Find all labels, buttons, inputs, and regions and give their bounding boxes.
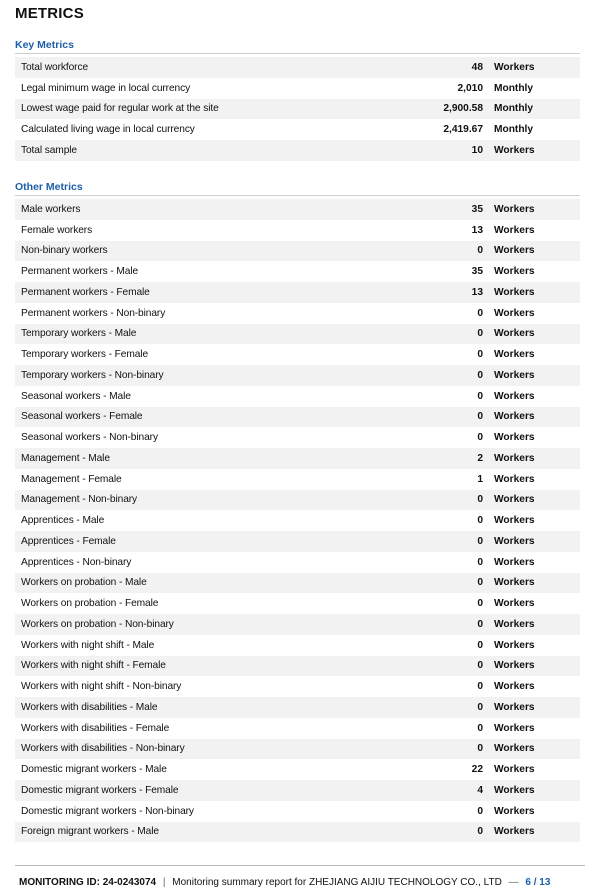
metric-label: Legal minimum wage in local currency [21,82,191,94]
metric-value: 0 [477,701,483,713]
table-row [15,261,580,282]
table-row [15,119,580,140]
metric-unit: Workers [494,307,535,319]
table-row [15,303,580,324]
metric-value: 13 [471,224,483,236]
table-row [15,573,580,594]
other-metrics-heading: Other Metrics [15,181,580,196]
metric-label: Management - Male [21,452,110,464]
table-row [15,531,580,552]
table-row [15,199,580,220]
metric-value: 0 [477,411,483,423]
footer-divider [15,865,585,866]
other-metrics-section [15,181,580,842]
report-description: Monitoring summary report for ZHEJIANG AIJIU TECHNOLOGY CO., LTD [172,877,502,888]
metric-unit: Monthly [494,82,534,94]
table-row [15,220,580,241]
table-row [15,386,580,407]
metric-value: 13 [471,286,483,298]
metric-label: Domestic migrant workers - Female [21,784,179,796]
metric-value: 0 [477,743,483,755]
table-row [15,282,580,303]
metric-value: 2,900.58 [443,103,483,115]
metric-unit: Workers [494,764,535,776]
metric-value: 0 [477,245,483,257]
table-row [15,427,580,448]
metric-unit: Workers [494,556,535,568]
metric-value: 22 [471,764,483,776]
key-metrics-section [15,39,580,161]
metric-unit: Workers [494,411,535,423]
metric-unit: Workers [494,390,535,402]
metric-unit: Monthly [494,103,534,115]
table-row [15,635,580,656]
table-row [15,780,580,801]
metric-unit: Workers [494,369,535,381]
metric-unit: Workers [494,639,535,651]
metric-label: Total sample [21,144,77,156]
table-row [15,99,580,120]
table-row [15,78,580,99]
metric-unit: Workers [494,826,535,838]
table-row [15,57,580,78]
table-row [15,718,580,739]
table-row [15,801,580,822]
metric-unit: Workers [494,598,535,610]
metric-label: Permanent workers - Non-binary [21,307,166,319]
table-row [15,469,580,490]
footer-separator: | [162,877,166,888]
metric-label: Calculated living wage in local currency [21,124,195,136]
metric-unit: Workers [494,784,535,796]
metric-label: Permanent workers - Female [21,286,150,298]
metric-label: Apprentices - Male [21,515,105,527]
metric-unit: Workers [494,743,535,755]
metric-value: 0 [477,515,483,527]
metric-unit: Workers [494,577,535,589]
metric-value: 0 [477,826,483,838]
metric-label: Workers on probation - Female [21,598,159,610]
metric-label: Male workers [21,203,81,215]
metric-label: Workers with night shift - Male [21,639,155,651]
table-row [15,365,580,386]
metric-unit: Workers [494,494,535,506]
table-row [15,697,580,718]
other-metrics-table [15,199,580,842]
metric-label: Workers with disabilities - Male [21,701,158,713]
table-row [15,676,580,697]
metric-unit: Workers [494,722,535,734]
metric-label: Total workforce [21,61,89,73]
table-row [15,614,580,635]
metric-label: Management - Female [21,473,122,485]
footer-dash: — [508,877,519,888]
metric-value: 0 [477,535,483,547]
metric-unit: Workers [494,266,535,278]
key-metrics-heading: Key Metrics [15,39,580,54]
metric-unit: Workers [494,349,535,361]
table-row [15,822,580,843]
metric-unit: Workers [494,618,535,630]
metric-value: 1 [477,473,483,485]
metric-value: 2,419.67 [443,124,483,136]
metric-value: 0 [477,722,483,734]
metric-unit: Workers [494,660,535,672]
table-row [15,593,580,614]
metric-label: Workers with disabilities - Female [21,722,170,734]
metric-unit: Workers [494,681,535,693]
table-row [15,552,580,573]
metric-label: Workers with night shift - Female [21,660,166,672]
metric-value: 4 [477,784,483,796]
metric-label: Seasonal workers - Non-binary [21,432,158,444]
page-number: 6 / 13 [525,877,551,888]
metric-value: 35 [471,203,483,215]
metric-label: Permanent workers - Male [21,266,139,278]
metric-value: 0 [477,369,483,381]
page-footer [0,849,600,895]
metric-value: 2 [477,452,483,464]
metric-unit: Monthly [494,124,534,136]
table-row [15,510,580,531]
metric-unit: Workers [494,535,535,547]
metric-label: Domestic migrant workers - Male [21,764,167,776]
metric-label: Workers with disabilities - Non-binary [21,743,185,755]
metric-unit: Workers [494,144,535,156]
metric-unit: Workers [494,224,535,236]
metric-value: 0 [477,494,483,506]
metric-label: Domestic migrant workers - Non-binary [21,805,194,817]
metric-value: 0 [477,390,483,402]
metric-value: 0 [477,681,483,693]
metric-label: Lowest wage paid for regular work at the site [21,103,219,115]
metric-unit: Workers [494,452,535,464]
metric-label: Non-binary workers [21,245,108,257]
metric-label: Temporary workers - Male [21,328,137,340]
metric-label: Apprentices - Non-binary [21,556,132,568]
metric-value: 0 [477,660,483,672]
metric-value: 0 [477,618,483,630]
metric-unit: Workers [494,473,535,485]
metric-unit: Workers [494,432,535,444]
metric-value: 0 [477,432,483,444]
metric-value: 0 [477,805,483,817]
metric-label: Seasonal workers - Male [21,390,131,402]
metric-label: Workers on probation - Male [21,577,147,589]
metric-value: 10 [471,144,483,156]
table-row [15,448,580,469]
metric-label: Foreign migrant workers - Male [21,826,159,838]
metric-label: Apprentices - Female [21,535,116,547]
metric-value: 2,010 [457,82,483,94]
table-row [15,324,580,345]
metric-unit: Workers [494,805,535,817]
metric-value: 0 [477,556,483,568]
metric-value: 0 [477,577,483,589]
metric-unit: Workers [494,245,535,257]
metric-value: 48 [471,61,483,73]
metric-unit: Workers [494,203,535,215]
metric-value: 0 [477,598,483,610]
metric-label: Workers with night shift - Non-binary [21,681,182,693]
metric-unit: Workers [494,701,535,713]
metric-label: Management - Non-binary [21,494,138,506]
table-row [15,241,580,262]
table-row [15,656,580,677]
monitoring-id: MONITORING ID: 24-0243074 [19,877,157,888]
table-row [15,344,580,365]
metric-unit: Workers [494,61,535,73]
table-row [15,407,580,428]
metric-label: Temporary workers - Female [21,349,149,361]
metric-label: Seasonal workers - Female [21,411,143,423]
metric-value: 0 [477,328,483,340]
page-title: METRICS [15,5,84,22]
table-row [15,140,580,161]
metric-value: 0 [477,639,483,651]
metric-unit: Workers [494,515,535,527]
metric-value: 0 [477,307,483,319]
table-row [15,490,580,511]
metric-label: Temporary workers - Non-binary [21,369,164,381]
metric-unit: Workers [494,286,535,298]
metric-unit: Workers [494,328,535,340]
metric-label: Female workers [21,224,93,236]
footer-text [19,877,550,888]
metric-value: 0 [477,349,483,361]
table-row [15,739,580,760]
metric-label: Workers on probation - Non-binary [21,618,174,630]
key-metrics-table [15,57,580,161]
metric-value: 35 [471,266,483,278]
table-row [15,759,580,780]
